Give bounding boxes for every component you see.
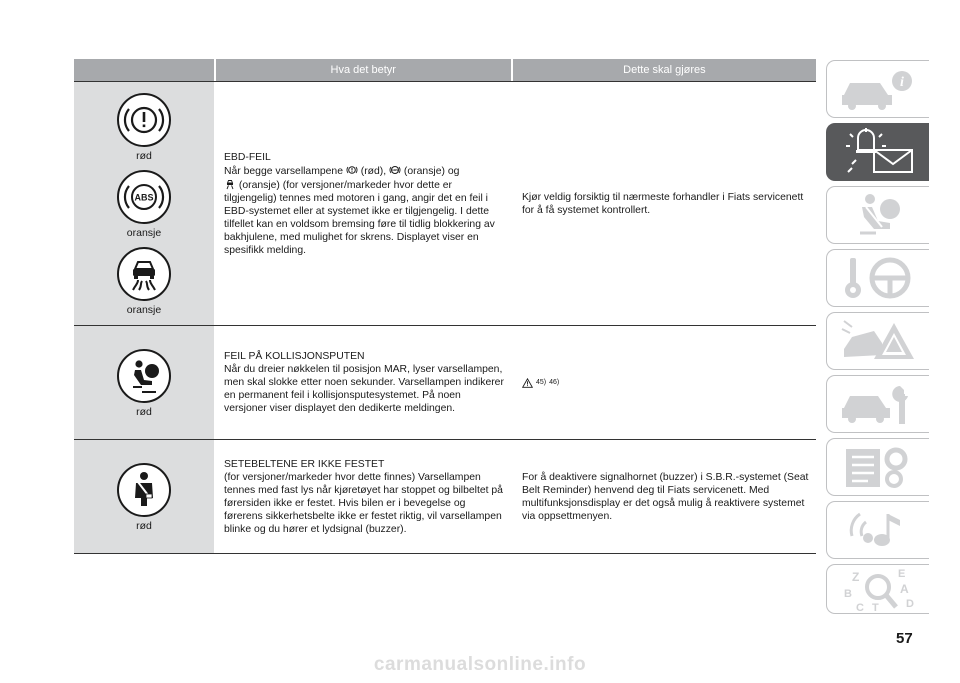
index-letter: Z	[852, 570, 860, 584]
tab-starting-driving[interactable]	[826, 249, 929, 307]
brake-warning-icon	[346, 164, 358, 176]
tab-maintenance[interactable]	[826, 375, 929, 433]
lamp-color-label: rød	[136, 405, 152, 418]
index-search-icon	[838, 565, 918, 613]
action-text: For å deaktivere signalhornet (buzzer) i S.B.R.-systemet (Seat Belt Reminder) henvend deg til Fiats servicenett. Med multifunksjonsdisplay er det også mulig å reaktivere systemet via oppsettmenyen.	[522, 471, 809, 522]
header-action: Dette skal gjøres	[513, 59, 816, 81]
svg-text:i: i	[900, 75, 904, 90]
meaning-cell	[214, 326, 512, 439]
index-letter: A	[900, 582, 909, 596]
warning-light-message-icon	[838, 128, 918, 176]
page-number: 57	[896, 630, 913, 647]
warning-lamp	[116, 169, 172, 239]
table-header	[74, 59, 816, 81]
action-cell	[512, 82, 816, 325]
safety-airbag-icon	[838, 191, 918, 239]
index-letter: C	[856, 602, 864, 613]
svg-text:ABS: ABS	[391, 167, 399, 172]
brake-warning-icon	[116, 92, 172, 148]
header-icon-column	[74, 59, 214, 81]
multimedia-icon	[838, 506, 918, 554]
esc-skid-icon	[116, 246, 172, 302]
warning-lamp	[116, 462, 172, 532]
lamp-color-label: rød	[136, 149, 152, 162]
lamp-color-label: oransje	[126, 303, 162, 316]
warning-lamp	[116, 246, 172, 316]
car-info-icon	[838, 65, 918, 113]
tab-safety[interactable]	[826, 186, 929, 244]
warning-lamp	[116, 92, 172, 162]
icon-cell	[74, 440, 214, 553]
abs-icon	[389, 164, 401, 176]
action-cell	[512, 440, 816, 553]
tab-technical-data[interactable]	[826, 438, 929, 496]
airbag-icon	[116, 348, 172, 404]
tab-multimedia[interactable]	[826, 501, 929, 559]
fault-title: EBD-FEIL	[224, 151, 271, 163]
warning-triangle-icon	[522, 378, 533, 388]
fault-title: SETEBELTENE ER IKKE FESTET	[224, 458, 385, 470]
tab-index[interactable]	[826, 564, 929, 614]
action-text: Kjør veldig forsiktig til nærmeste forhandler i Fiats servicenett for å få systemet kontrollert.	[522, 191, 804, 216]
svg-text:ABS: ABS	[134, 192, 154, 202]
index-letter: D	[906, 598, 914, 610]
esc-skid-icon	[224, 178, 236, 190]
warning-references	[522, 376, 810, 389]
warning-lamp	[116, 348, 172, 418]
fault-title: FEIL PÅ KOLLISJONSPUTEN	[224, 351, 365, 362]
icon-cell	[74, 82, 214, 325]
fault-description: Når begge varsellampene (rød), ABS (oransje) og (oransje) (for versjoner/markeder hvor dette er tilgjengelig) tennes med motoren i gang, angir det en feil i EBD-systemet eller at systemet ikke er tilgjengelig. I dette tilfellet kan en voldsom bremsing føre til tidlig blokkering av bakhjulene, med mulighet for skrens. Displayet viser en spesifikk melding.	[224, 165, 495, 256]
tab-car-info[interactable]	[826, 60, 929, 118]
seatbelt-icon	[116, 462, 172, 518]
emergency-warning-icon	[838, 317, 918, 365]
technical-data-icon	[838, 443, 918, 491]
table-row	[74, 81, 816, 326]
action-cell	[512, 326, 816, 439]
table-row	[74, 440, 816, 554]
icon-cell	[74, 326, 214, 439]
watermark: carmanualsonline.info	[373, 654, 587, 675]
key-steering-wheel-icon	[838, 254, 918, 302]
tab-warning-lights[interactable]	[826, 123, 929, 181]
index-letter: T	[872, 602, 879, 613]
abs-icon	[116, 169, 172, 225]
fault-description: (for versjoner/markeder hvor dette finnes) Varsellampen tennes med fast lys når kjøretøyet har stoppet og bilbeltet på førersiden ikke er festet. Hvis bilen er i bevegelse og førerens sikkerhetsbelte ikke er festet riktig, vil varsellampen blinke og du hører et lydsignal (buzzer).	[224, 471, 503, 535]
lamp-color-label: oransje	[126, 226, 162, 239]
tab-emergency[interactable]	[826, 312, 929, 370]
car-maintenance-icon	[838, 380, 918, 428]
lamp-color-label: rød	[136, 519, 152, 532]
reference: 46)	[549, 379, 560, 386]
reference: 45)	[536, 379, 547, 386]
meaning-cell	[214, 82, 512, 325]
warning-lights-table	[74, 59, 816, 554]
table-row	[74, 326, 816, 440]
index-letter: B	[844, 588, 852, 600]
fault-description: Når du dreier nøkkelen til posisjon MAR, lyser varsellampen, men skal slokke etter noen sekunder. Varsellampen indikerer en permanent feil i kollisjonsputesystemet. På noen versjoner viser displayet den dedikerte meldingen.	[224, 364, 504, 414]
index-letter: E	[898, 568, 906, 580]
meaning-cell	[214, 440, 512, 553]
header-meaning: Hva det betyr	[216, 59, 511, 81]
